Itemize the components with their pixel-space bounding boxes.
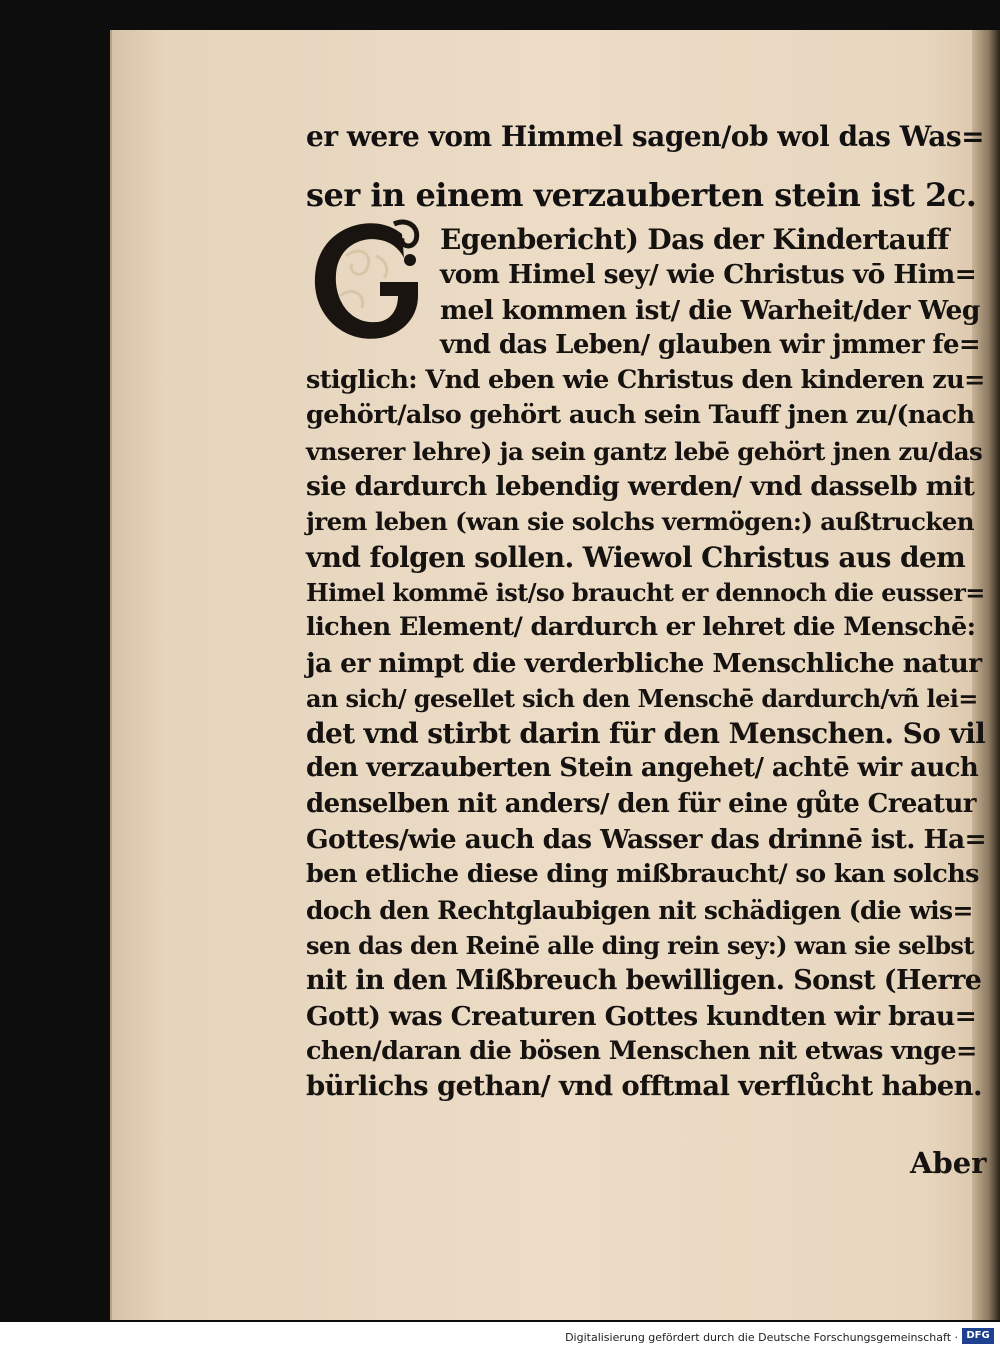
body-line: vnd das Leben/ glauben wir jmmer fe= — [440, 329, 981, 360]
header-line: ser in einem verzauberten stein ist 2c. — [306, 176, 977, 214]
body-line: Gottes/wie auch das Wasser das drinnē ist. Ha= — [306, 824, 987, 856]
body-line: jrem leben (wan sie solchs vermögen:) außtrucken — [306, 507, 974, 537]
funding-credit: Digitalisierung gefördert durch die Deutsche Forschungsgemeinschaft · — [565, 1331, 958, 1344]
body-line: vnd folgen sollen. Wiewol Christus aus dem — [306, 540, 966, 574]
body-line: det vnd stirbt darin für den Menschen. So vil — [306, 717, 986, 751]
body-line: chen/daran die bösen Menschen nit etwas vnge= — [306, 1035, 977, 1066]
body-line: gehört/also gehört auch sein Tauff jnen zu/(nach — [306, 400, 975, 431]
body-line: sie dardurch lebendig werden/ vnd dasselb mit — [306, 471, 975, 503]
body-line: stiglich: Vnd eben wie Christus den kinderen zu= — [306, 365, 985, 396]
body-line: sen das den Reinē alle ding rein sey:) wan sie selbst — [306, 930, 974, 960]
body-line: bürlichs gethan/ vnd offtmal verflůcht haben. — [306, 1070, 983, 1103]
body-line: Egenbericht) Das der Kindertauff — [440, 223, 949, 256]
body-line: an sich/ gesellet sich den Menschē dardurch/vñ lei= — [306, 683, 978, 713]
body-line: Gott) was Creaturen Gottes kundten wir brau= — [306, 1000, 977, 1032]
body-line: nit in den Mißbreuch bewilligen. Sonst (Herre — [306, 965, 982, 997]
body-line: lichen Element/ dardurch er lehret die Menschē: — [306, 612, 976, 643]
body-line: ja er nimpt die verderbliche Menschliche natur — [306, 647, 982, 679]
body-line: mel kommen ist/ die Warheit/der Weg — [440, 294, 980, 326]
body-line: vom Himel sey/ wie Christus vō Him= — [440, 259, 977, 291]
body-text-block — [306, 222, 986, 1104]
dfg-logo-icon: DFG — [962, 1328, 994, 1344]
footer-bar — [0, 1322, 1000, 1352]
body-line: Himel kommē ist/so braucht er dennoch die eusser= — [306, 577, 985, 607]
body-line: ben etliche diese ding mißbraucht/ so kan solchs — [306, 859, 979, 890]
catchword: Aber — [910, 1146, 987, 1180]
body-line: denselben nit anders/ den für eine gůte Creatur — [306, 788, 976, 819]
body-line: doch den Rechtglaubigen nit schädigen (die wis= — [306, 895, 973, 925]
body-line: vnserer lehre) ja sein gantz lebē gehört jnen zu/das — [306, 436, 983, 466]
body-line: den verzauberten Stein angehet/ achtē wir auch — [306, 753, 979, 784]
header-text-block — [306, 108, 986, 224]
header-line: er were vom Himmel sagen/ob wol das Was= — [306, 120, 985, 153]
